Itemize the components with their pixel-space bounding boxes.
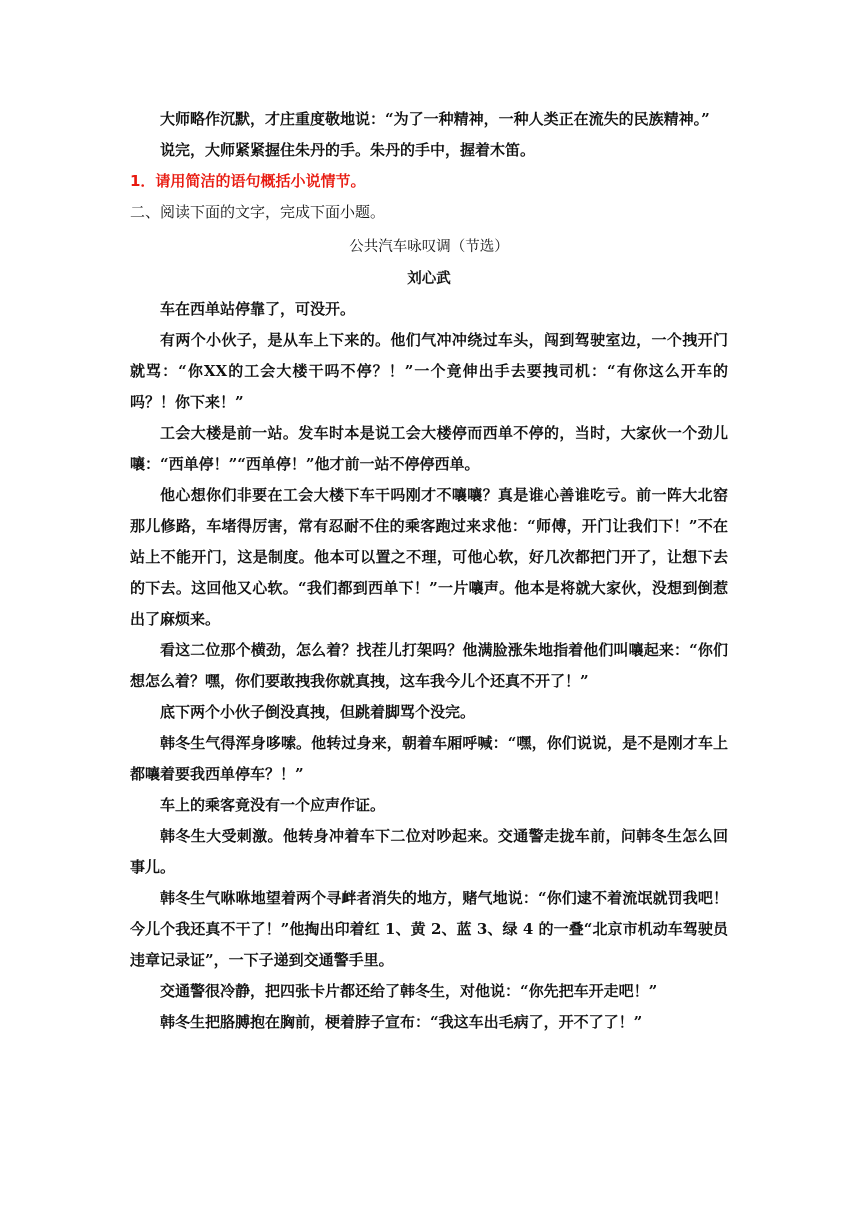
story-paragraph-5: 看这二位那个横劲，怎么着？找茬儿打架吗？他满脸涨朱地指着他们叫嚷起来：“你们想怎么着？嘿，你们要敢拽我你就真拽，这车我今儿个还真不开了！” xyxy=(130,641,728,690)
story-paragraph-9: 韩冬生大受刺激。他转身冲着车下二位对吵起来。交通警走拢车前，问韩冬生怎么回事儿。 xyxy=(130,827,728,876)
story-paragraph-6: 底下两个小伙子倒没真拽，但跳着脚骂个没完。 xyxy=(160,703,476,721)
question-1: 1．请用简洁的语句概括小说情节。 xyxy=(130,172,366,190)
story-paragraph-7: 韩冬生气得浑身哆嗦。他转过身来，朝着车厢呼喊：“嘿，你们说说，是不是刚才车上都嚷着要我西单停车？！” xyxy=(130,734,728,783)
story-paragraph-4: 他心想你们非要在工会大楼下车干吗刚才不嚷嚷？真是谁心善谁吃亏。前一阵大北窑那儿修路，车堵得厉害，常有忍耐不住的乘客跑过来求他：“师傅，开门让我们下！”不在站上不能开门，这是制度。他本可以置之不理，可他心软，好几次都把门开了，让想下去的下去。这回他又心软。“我们都到西单下！”一片嚷声。他本是将就大家伙，没想到倒惹出了麻烦来。 xyxy=(130,486,728,628)
story-paragraph-3: 工会大楼是前一站。发车时本是说工会大楼停而西单不停的，当时，大家伙一个劲儿嚷：“西单停！”“西单停！”他才前一站不停停西单。 xyxy=(130,424,728,473)
story-paragraph-8: 车上的乘客竟没有一个应声作证。 xyxy=(160,796,386,814)
document-body xyxy=(130,104,728,1038)
story-paragraph-11: 交通警很冷静，把四张卡片都还给了韩冬生，对他说：“你先把车开走吧！” xyxy=(160,982,658,1000)
article-author: 刘心武 xyxy=(407,270,451,287)
story-paragraph-12: 韩冬生把胳膊抱在胸前，梗着脖子宣布：“我这车出毛病了，开不了了！” xyxy=(160,1013,643,1031)
paragraph-master-handshake: 说完，大师紧紧握住朱丹的手。朱丹的手中，握着木笛。 xyxy=(160,141,536,159)
story-paragraph-2: 有两个小伙子，是从车上下来的。他们气冲冲绕过车头，闯到驾驶室边，一个拽开门就骂：“你XX的工会大楼干吗不停？！”一个竟伸出手去要拽司机：“有你这么开车的吗？！你下来！” xyxy=(130,331,728,411)
section-heading-2: 二、阅读下面的文字，完成下面小题。 xyxy=(130,203,386,221)
article-title: 公共汽车咏叹调（节选） xyxy=(349,239,509,255)
story-paragraph-1: 车在西单站停靠了，可没开。 xyxy=(160,300,356,318)
story-paragraph-10: 韩冬生气咻咻地望着两个寻衅者消失的地方，赌气地说：“你们逮不着流氓就罚我吧！今儿个我还真不干了！”他掏出印着红 1、黄 2、蓝 3、绿 4 的一叠“北京市机动车驾驶员违章记录证”，一下子递到交通警手里。 xyxy=(130,889,728,969)
paragraph-master-words: 大师略作沉默，才庄重度敬地说：“为了一种精神，一种人类正在流失的民族精神。” xyxy=(160,110,710,128)
